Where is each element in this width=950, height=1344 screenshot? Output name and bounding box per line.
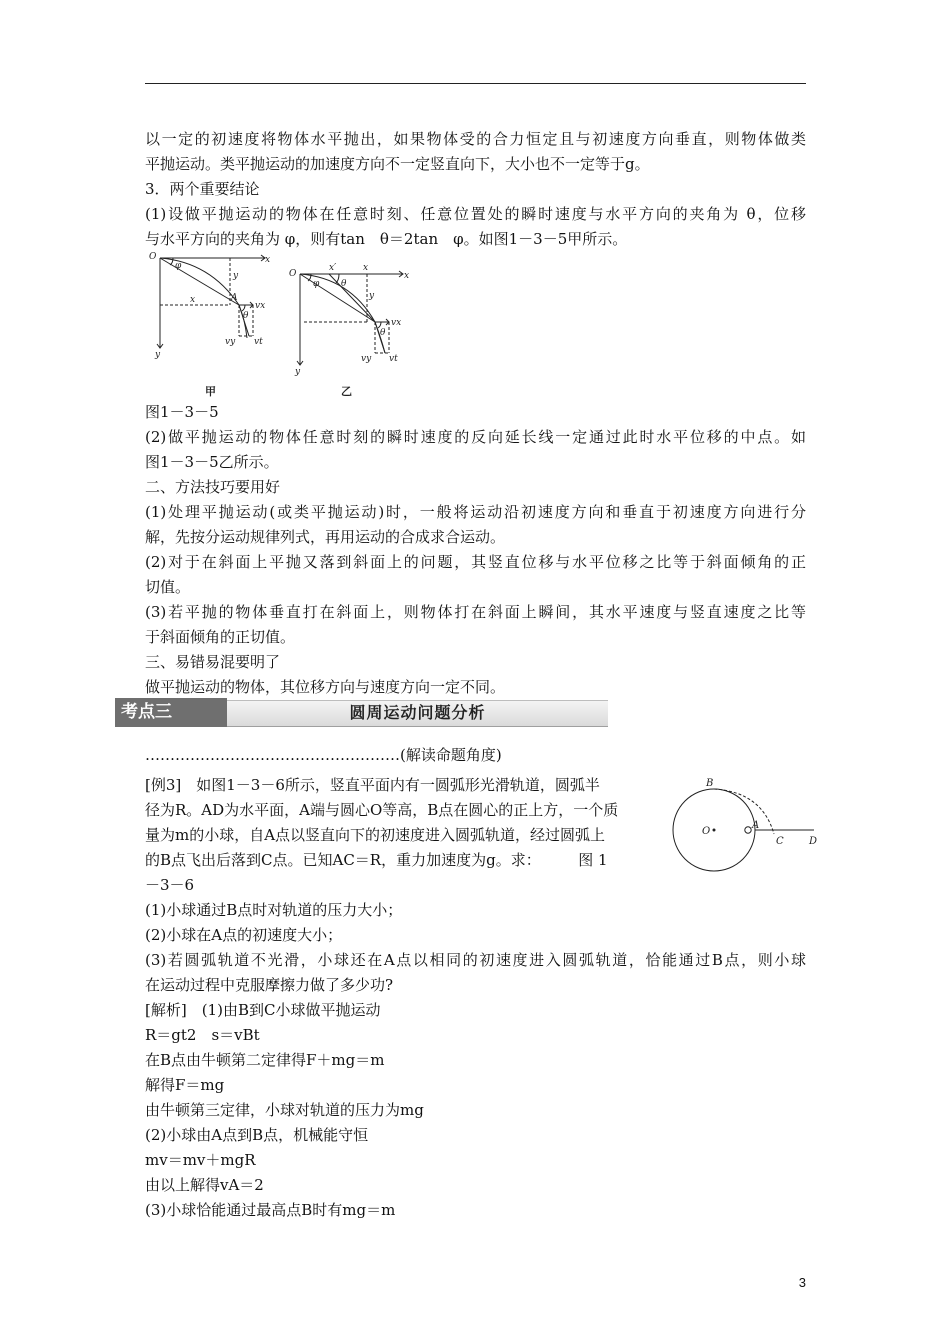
text-line: 图1－3－5乙所示。	[145, 453, 279, 471]
banner-tag: 考点三	[115, 698, 227, 727]
label-point-o: O	[702, 826, 711, 837]
label-x-prime: x′	[329, 263, 337, 273]
text-line: 3．两个重要结论	[145, 180, 260, 198]
label-origin-yi: O	[289, 269, 297, 279]
label-phi-yi: φ	[313, 279, 320, 289]
label-vt-yi: vt	[389, 354, 398, 364]
figure-jia	[157, 255, 265, 348]
label-y-axis-yi: y	[295, 367, 301, 377]
label-point-d: D	[809, 836, 818, 847]
text-line: (1)设做平抛运动的物体在任意时刻、任意位置处的瞬时速度与水平方向的夹角为 θ，位移	[145, 205, 806, 223]
label-vy-yi: vy	[361, 354, 372, 364]
label-origin: O	[149, 252, 157, 262]
label-vx: vx	[255, 301, 266, 311]
label-point-c: C	[776, 836, 784, 847]
text-line: 在B点由牛顿第二定律得F＋mg＝m	[145, 1051, 385, 1069]
text-line: 量为m的小球，自A点以竖直向下的初速度进入圆弧轨道，经过圆弧上	[145, 826, 606, 844]
figure-1-3-5	[145, 250, 425, 400]
label-theta-yi: θ	[341, 279, 347, 289]
text-line: 由牛顿第三定律，小球对轨道的压力为mg	[145, 1101, 424, 1119]
figure-1-3-6	[662, 772, 822, 882]
label-x-axis-yi: x	[404, 271, 410, 281]
header-rule	[145, 83, 806, 84]
text-line: 做平抛运动的物体，其位移方向与速度方向一定不同。	[145, 678, 506, 696]
text-line: (2)做平抛运动的物体任意时刻的瞬时速度的反向延长线一定通过此时水平位移的中点。如	[145, 428, 806, 446]
figure-caption: 图1－3－5	[145, 403, 219, 421]
text-line: 的B点飞出后落到C点。已知AC＝R，重力加速度为g。求： 图 1	[145, 851, 608, 869]
section-banner	[115, 698, 608, 727]
label-y-displacement: y	[233, 271, 239, 281]
label-y-axis: y	[155, 350, 161, 360]
banner-title: 圆周运动问题分析	[349, 703, 486, 722]
section-heading: 三、易错易混要明了	[145, 653, 281, 671]
label-y-displacement-yi: y	[369, 291, 375, 301]
text-line: 解，先按分运动规律列式，再用运动的合成求合运动。	[145, 528, 506, 546]
text-line: 径为R。AD为水平面，A端与圆心O等高，B点在圆心的正上方，一个质	[145, 801, 619, 819]
text-line: (1)处理平抛运动(或类平抛运动)时，一般将运动沿初速度方向和垂直于初速度方向进行分	[145, 503, 806, 521]
text-line: (3)若圆弧轨道不光滑，小球还在A点以相同的初速度进入圆弧轨道，恰能通过B点，则小球	[145, 951, 806, 969]
text-line: R＝gt2 s＝vBt	[145, 1026, 260, 1044]
text-line: 于斜面倾角的正切值。	[145, 628, 296, 646]
label-x-axis: x	[265, 255, 271, 265]
ball	[745, 827, 751, 833]
text-line: 与水平方向的夹角为 φ，则有tan θ＝2tan φ。如图1－3－5甲所示。	[145, 230, 628, 248]
label-vx-yi: vx	[391, 318, 402, 328]
text-line: 解得F＝mg	[145, 1076, 225, 1094]
text-line: (1)小球通过B点时对轨道的压力大小；	[145, 901, 403, 919]
text-line: 由以上解得vA＝2	[145, 1176, 264, 1194]
label-point-a: A	[752, 820, 760, 831]
caption-yi: 乙	[341, 385, 352, 398]
text-line: －3－6	[145, 876, 195, 894]
page-number: 3	[798, 1275, 806, 1290]
trajectory	[714, 789, 774, 834]
label-theta2-yi: θ	[380, 328, 386, 338]
text-line: (3)若平抛的物体垂直打在斜面上，则物体打在斜面上瞬间，其水平速度与竖直速度之比等	[145, 603, 806, 621]
label-theta: θ	[243, 311, 249, 321]
label-x-displacement: x	[190, 295, 196, 305]
text-line: [例3] 如图1－3－6所示，竖直平面内有一圆弧形光滑轨道，圆弧半	[145, 776, 600, 794]
label-x-mid: x	[363, 263, 369, 273]
dotted-leader: ……………………………………………(解读命题角度)	[145, 746, 502, 764]
label-vt: vt	[254, 337, 263, 347]
text-line: (3)小球恰能通过最高点B时有mg＝m	[145, 1201, 396, 1219]
text-line: (2)对于在斜面上平抛又落到斜面上的问题，其竖直位移与水平位移之比等于斜面倾角的正	[145, 553, 806, 571]
label-point-a: A	[231, 293, 238, 303]
text-line: 在运动过程中克服摩擦力做了多少功?	[145, 976, 394, 994]
label-phi: φ	[175, 261, 182, 271]
label-vy: vy	[225, 337, 236, 347]
text-line: 以一定的初速度将物体水平抛出，如果物体受的合力恒定且与初速度方向垂直，则物体做类	[145, 130, 806, 148]
center-dot	[713, 829, 715, 831]
text-line: (2)小球在A点的初速度大小；	[145, 926, 343, 944]
caption-jia: 甲	[205, 385, 216, 398]
section-heading: 二、方法技巧要用好	[145, 478, 281, 496]
text-line: 切值。	[145, 578, 191, 596]
text-line: [解析] (1)由B到C小球做平抛运动	[145, 1001, 381, 1019]
text-line: 平抛运动。类平抛运动的加速度方向不一定竖直向下，大小也不一定等于g。	[145, 155, 650, 173]
text-line: mv＝mv＋mgR	[145, 1151, 256, 1169]
label-point-b: B	[706, 778, 714, 789]
text-line: (2)小球由A点到B点，机械能守恒	[145, 1126, 369, 1144]
